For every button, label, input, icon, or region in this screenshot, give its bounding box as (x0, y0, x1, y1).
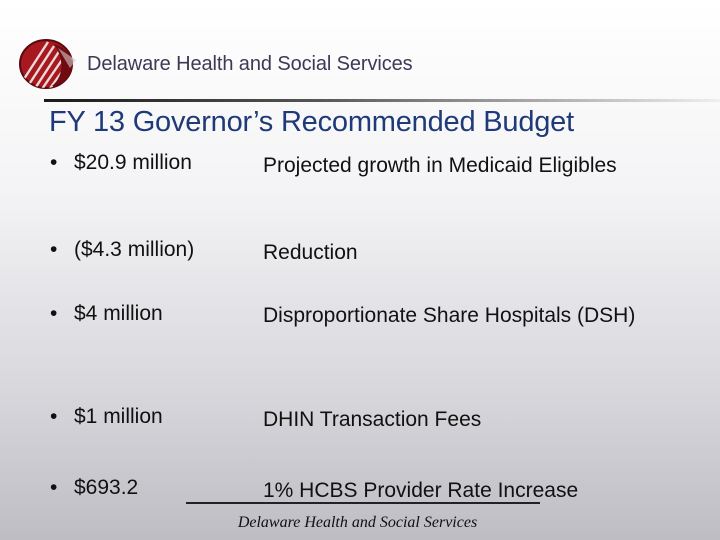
budget-amount (50, 151, 192, 175)
bullet: • (50, 238, 58, 261)
amount-text: $1 million (74, 405, 163, 428)
amount-text: ($4.3 million) (74, 238, 195, 261)
budget-description: Disproportionate Share Hospitals (DSH) (263, 304, 636, 327)
org-name: Delaware Health and Social Services (87, 53, 413, 75)
footer-divider (186, 502, 540, 504)
bullet: • (50, 405, 58, 428)
budget-amount (50, 238, 194, 262)
budget-amount (50, 302, 163, 326)
amount-text: $20.9 million (74, 151, 192, 174)
dhss-seal-icon (18, 38, 78, 90)
header-divider (44, 99, 720, 102)
page-title: FY 13 Governor’s Recommended Budget (49, 106, 574, 138)
budget-description: 1% HCBS Provider Rate Increase (263, 479, 579, 502)
amount-text: $693.2 (74, 476, 139, 499)
bullet: • (50, 476, 58, 499)
budget-amount (50, 476, 138, 500)
footer (0, 514, 720, 532)
budget-description: Reduction (263, 241, 358, 264)
footer-text: Delaware Health and Social Services (237, 514, 478, 531)
amount-text: $4 million (74, 302, 163, 325)
budget-description: Projected growth in Medicaid Eligibles (263, 154, 617, 177)
budget-description: DHIN Transaction Fees (263, 408, 482, 431)
bullet: • (50, 302, 58, 325)
budget-amount (50, 405, 163, 429)
bullet: • (50, 151, 58, 174)
